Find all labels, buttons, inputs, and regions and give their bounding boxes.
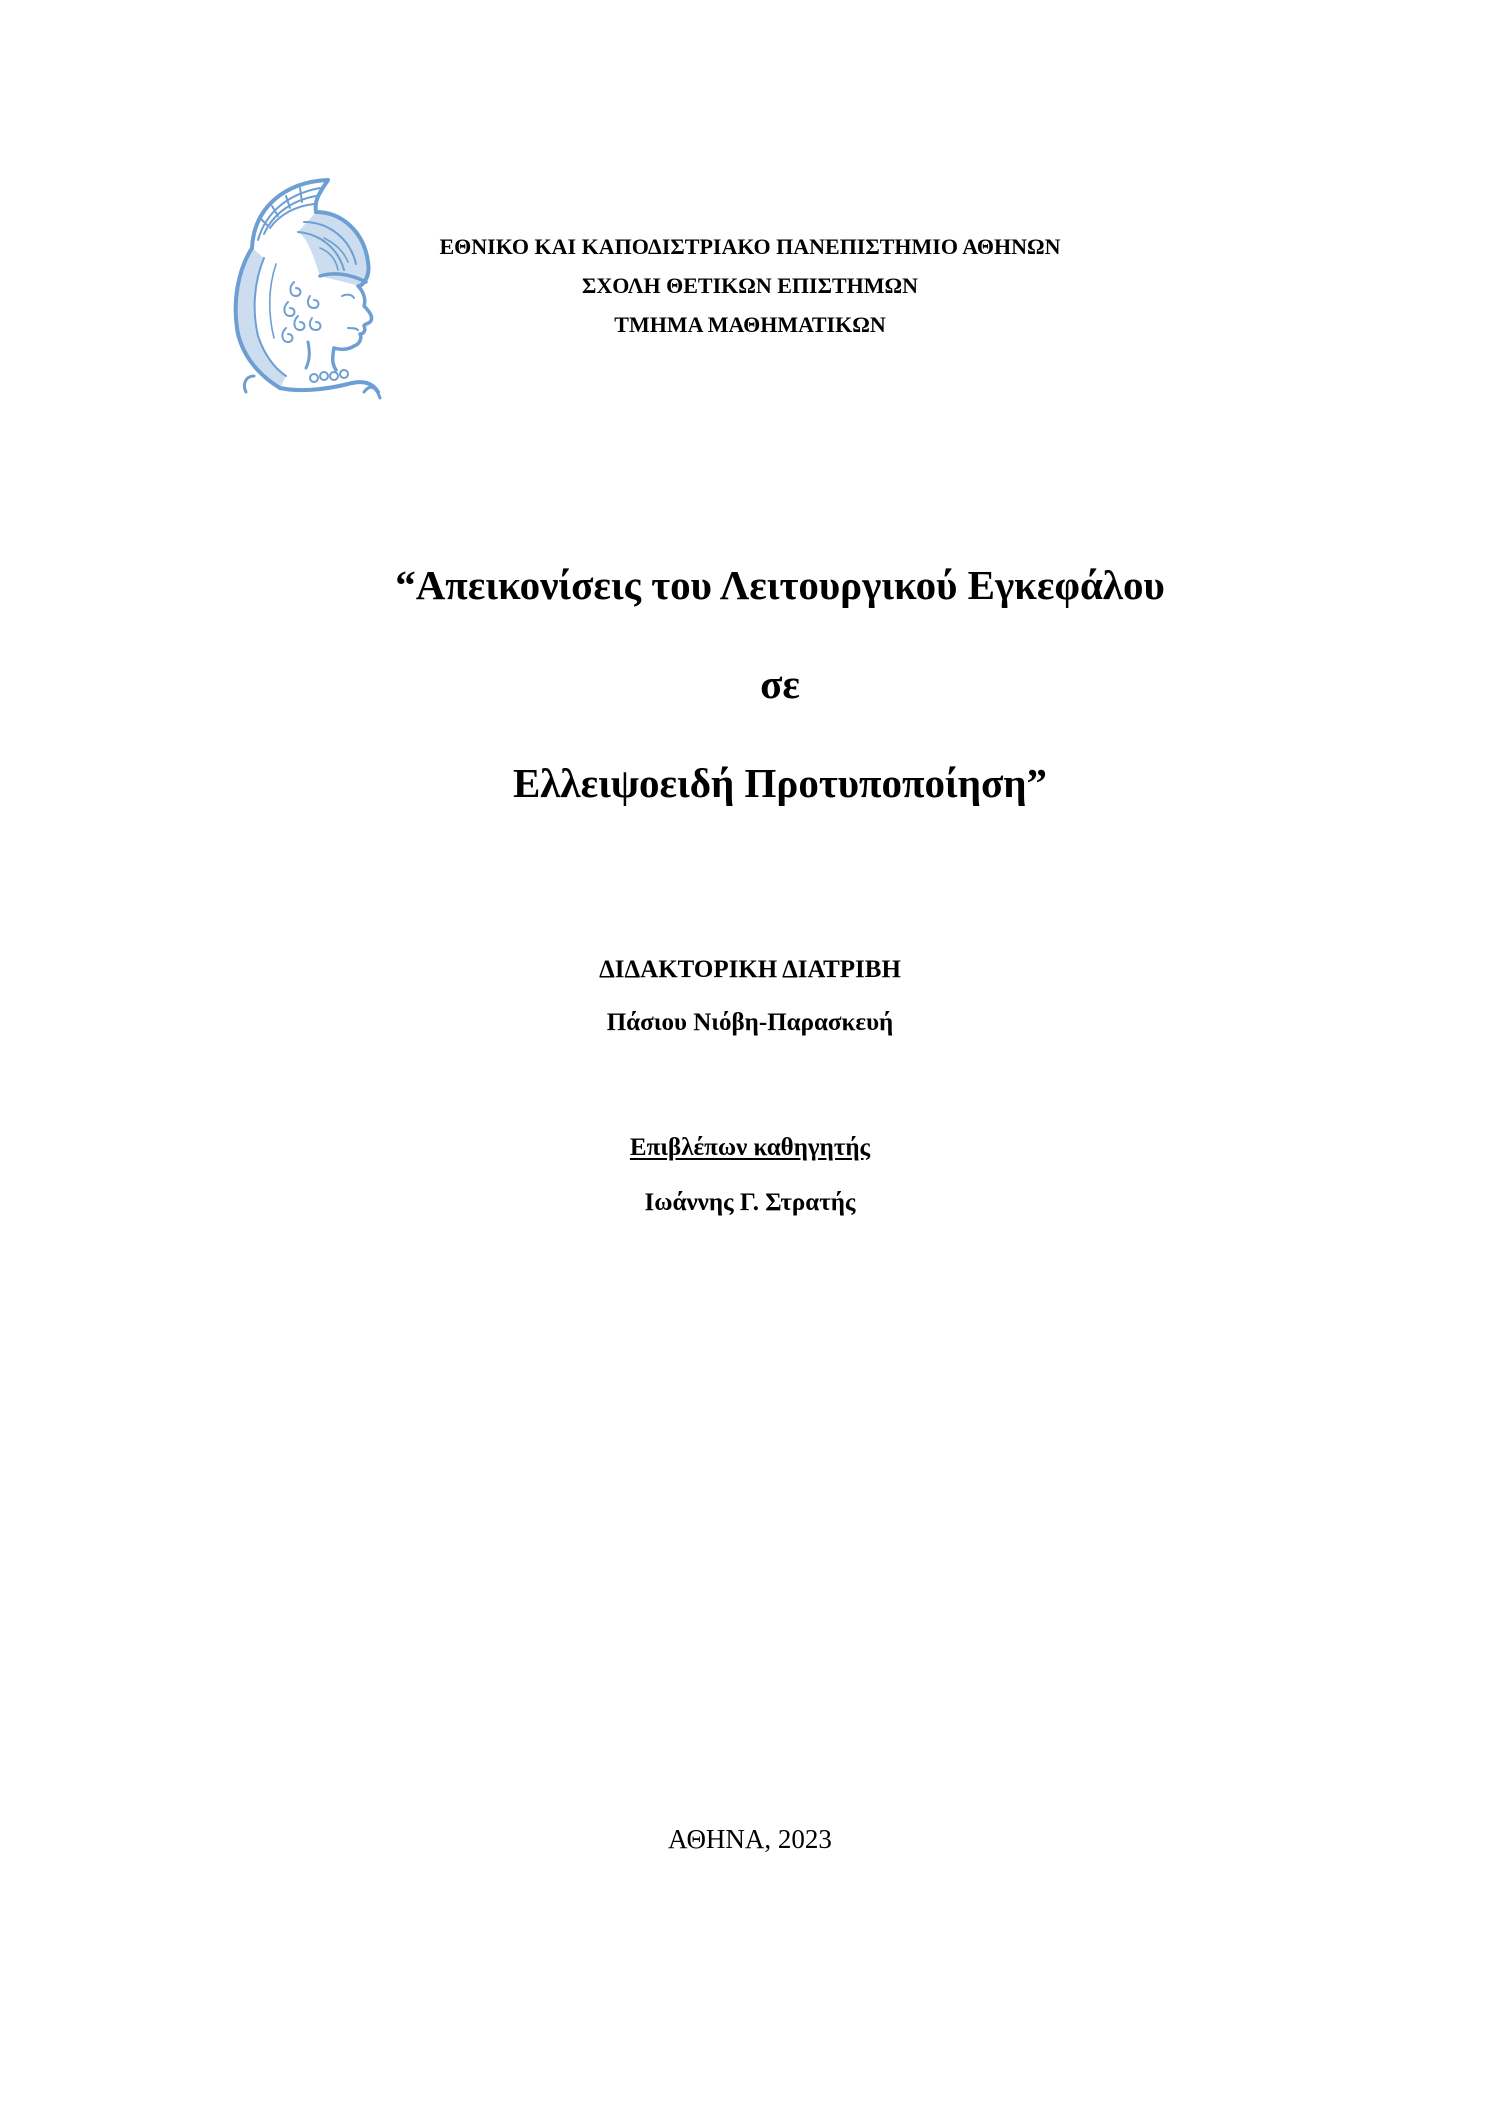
place-and-year: ΑΘΗΝΑ, 2023 bbox=[668, 1824, 832, 1854]
thesis-info bbox=[500, 955, 1000, 1218]
department-name: ΤΜΗΜΑ ΜΑΘΗΜΑΤΙΚΩΝ bbox=[614, 312, 886, 337]
title-line-3: Ελλειψοειδή Προτυποποίηση” bbox=[512, 760, 1048, 806]
supervisor-name: Ιωάννης Γ. Στρατής bbox=[644, 1189, 856, 1216]
university-name: ΕΘΝΙΚΟ ΚΑΙ ΚΑΠΟΔΙΣΤΡΙΑΚΟ ΠΑΝΕΠΙΣΤΗΜΙΟ ΑΘΗΝΩΝ bbox=[439, 234, 1061, 259]
document-type: ΔΙΔΑΚΤΟΡΙΚΗ ΔΙΑΤΡΙΒΗ bbox=[599, 956, 901, 983]
athena-head-emblem-icon bbox=[224, 178, 384, 402]
title-line-1: “Απεικονίσεις του Λειτουργικού Εγκεφάλου bbox=[395, 562, 1165, 608]
title-line-2: σε bbox=[760, 661, 800, 707]
author-name: Πάσιου Νιόβη-Παρασκευή bbox=[606, 1009, 894, 1036]
school-name: ΣΧΟΛΗ ΘΕΤΙΚΩΝ ΕΠΙΣΤΗΜΩΝ bbox=[581, 273, 919, 298]
supervisor-label: Επιβλέπων καθηγητής bbox=[629, 1134, 871, 1161]
thesis-title bbox=[340, 560, 1220, 857]
institution-header bbox=[400, 236, 1100, 353]
